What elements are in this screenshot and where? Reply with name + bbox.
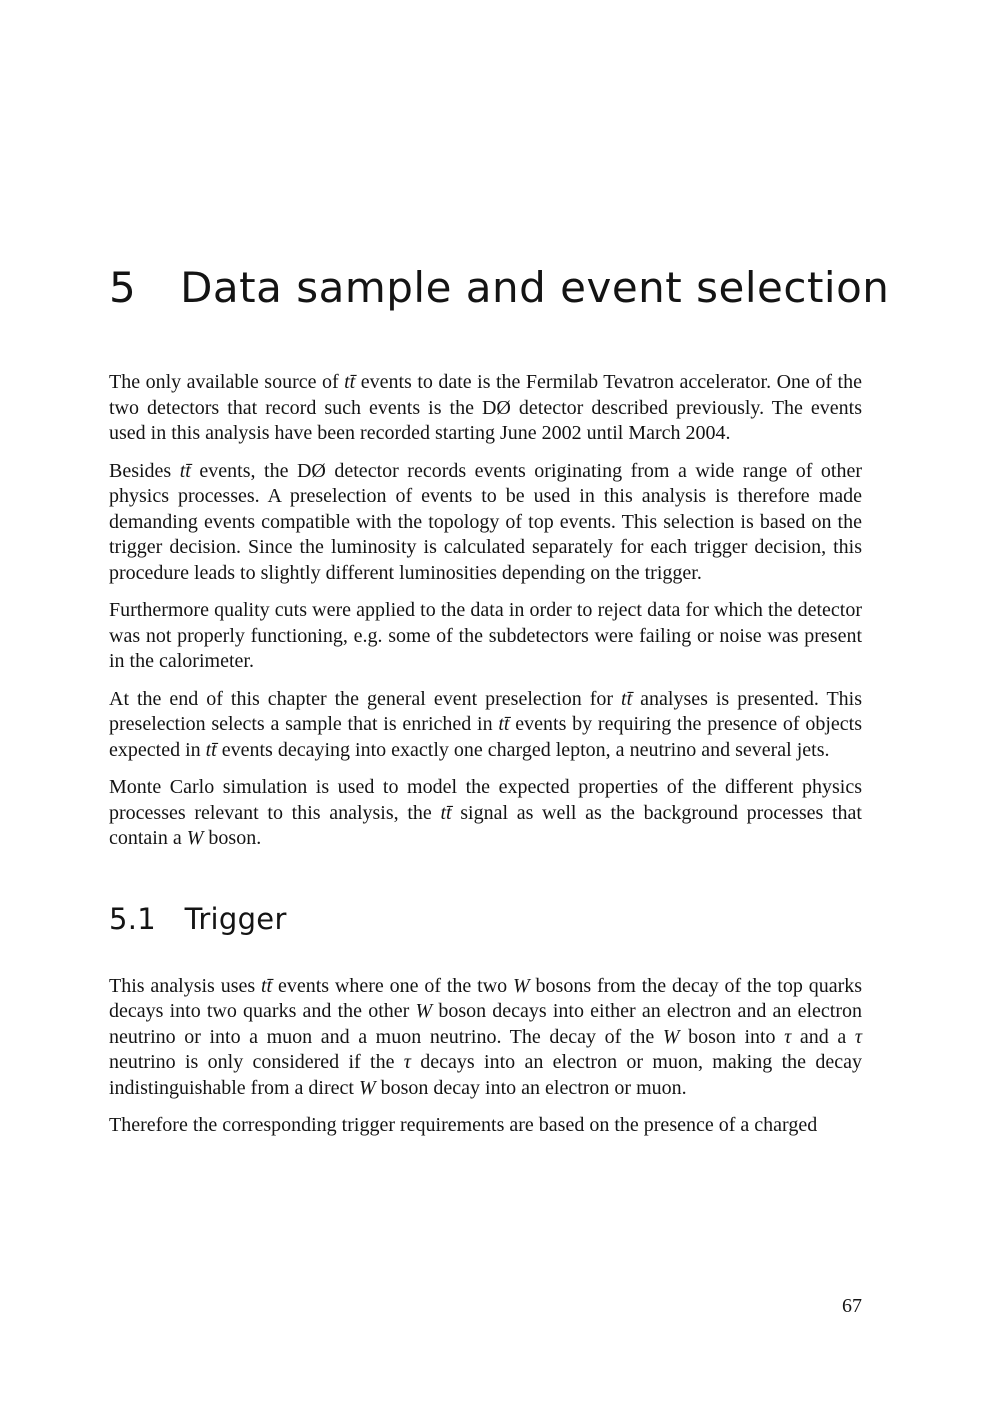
section-heading — [109, 902, 862, 936]
page-number: 67 — [842, 1295, 862, 1317]
paragraph: At the end of this chapter the general event preselection for tt̄ analyses is presented. This preselection selects a sample that is enriched in tt̄ events by requiring the presence of objects expected in tt̄ events decaying into exactly one charged lepton, a neutrino and several jets. — [109, 687, 862, 761]
chapter-title: Data sample and event selection — [180, 263, 890, 312]
section-title: Trigger — [184, 901, 287, 936]
paragraph: Furthermore quality cuts were applied to the data in order to reject data for which the detector was not properly functioning, e.g. some of the subdetectors were failing or noise was present in the calorimeter. — [109, 599, 862, 672]
paragraph: Monte Carlo simulation is used to model the expected properties of the different physics processes relevant to this analysis, the tt̄ signal as well as the background processes that contain a W boson. — [109, 776, 862, 849]
paragraph: Therefore the corresponding trigger requirements are based on the presence of a charged — [109, 1114, 818, 1136]
paragraph: Besides tt̄ events, the DØ detector records events originating from a wide range of other physics processes. A preselection of events to be used in this analysis is therefore made demanding events compatible with the topology of top events. This selection is based on the trigger decision. Since the luminosity is calculated separately for each trigger decision, this procedure leads to slightly different luminosities depending on the trigger. — [109, 459, 862, 584]
section-number: 5.1 — [109, 901, 157, 936]
chapter-intro — [109, 370, 862, 852]
chapter-number: 5 — [109, 263, 137, 312]
chapter-heading — [109, 263, 890, 312]
section-body — [109, 974, 862, 1139]
text-column — [109, 0, 890, 1151]
paragraph: The only available source of tt̄ events to date is the Fermilab Tevatron accelerator. One of the two detectors that record such events is the DØ detector described previously. The events used in this analysis have been recorded starting June 2002 until March 2004. — [109, 371, 862, 444]
paragraph: This analysis uses tt̄ events where one of the two W bosons from the decay of the top quarks decays into two quarks and the other W boson decays into either an electron and an electron neutrino or into a muon and a muon neutrino. The decay of the W boson into τ and a τ neutrino is only considered if the τ decays into an electron or muon, making the decay indistinguishable from a direct W boson decay into an electron or muon. — [109, 974, 863, 1099]
